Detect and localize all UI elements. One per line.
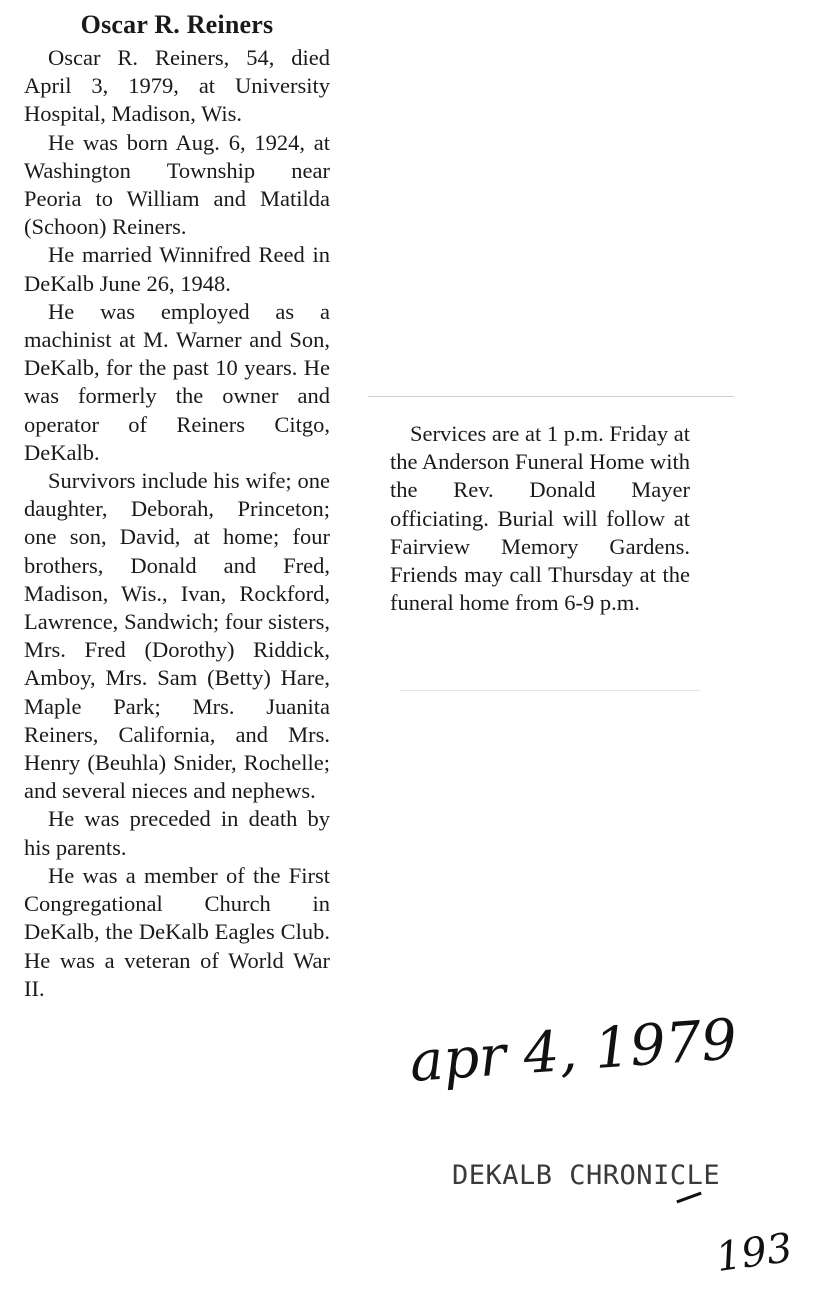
obituary-paragraph: Survivors include his wife; one daughter, Deborah, Princeton; one son, David, at home; four brothers, Donald and Fred, Madison, Wis., Ivan, Rockford, Lawrence, Sandwich; four sisters, Mrs. Fred (Dorothy) Riddick, Amboy, Mrs. Sam (Betty) Hare, Maple Park; Mrs. Juanita Reiners, California, and Mrs. Henry (Beuhla) Snider, Rochelle; and several nieces and nephews.	[24, 468, 330, 804]
pen-mark	[676, 1192, 701, 1204]
clipping-edge-rule	[400, 690, 700, 691]
handwritten-page-number: 193	[713, 1224, 796, 1282]
handwritten-date: apr 4, 1979	[407, 1007, 740, 1095]
obituary-paragraph: He was born Aug. 6, 1924, at Washington Township near Peoria to William and Matilda (Schoon) Reiners.	[24, 129, 330, 240]
column-divider-rule	[368, 396, 734, 397]
obituary-paragraph: He married Winnifred Reed in DeKalb June 26, 1948.	[24, 242, 330, 296]
obituary-paragraph: Oscar R. Reiners, 54, died April 3, 1979, at University Hospital, Madison, Wis.	[24, 45, 330, 127]
obituary-paragraph: He was preceded in death by his parents.	[24, 806, 330, 860]
newspaper-name-stamp: DEKALB CHRONICLE	[452, 1160, 721, 1191]
obituary-right-column	[390, 420, 690, 617]
obituary-paragraph: He was employed as a machinist at M. Warner and Son, DeKalb, for the past 10 years. He was formerly the owner and operator of Reiners Citgo, DeKalb.	[24, 298, 330, 465]
services-paragraph: Services are at 1 p.m. Friday at the Anderson Funeral Home with the Rev. Donald Mayer officiating. Burial will follow at Fairview Memory Gardens. Friends may call Thursday at the funeral home from 6-9 p.m.	[390, 421, 690, 616]
obituary-headline: Oscar R. Reiners	[80, 10, 274, 39]
obituary-left-column	[24, 10, 330, 1003]
obituary-paragraph: He was a member of the First Congregational Church in DeKalb, the DeKalb Eagles Club. He was a veteran of World War II.	[24, 862, 330, 1001]
